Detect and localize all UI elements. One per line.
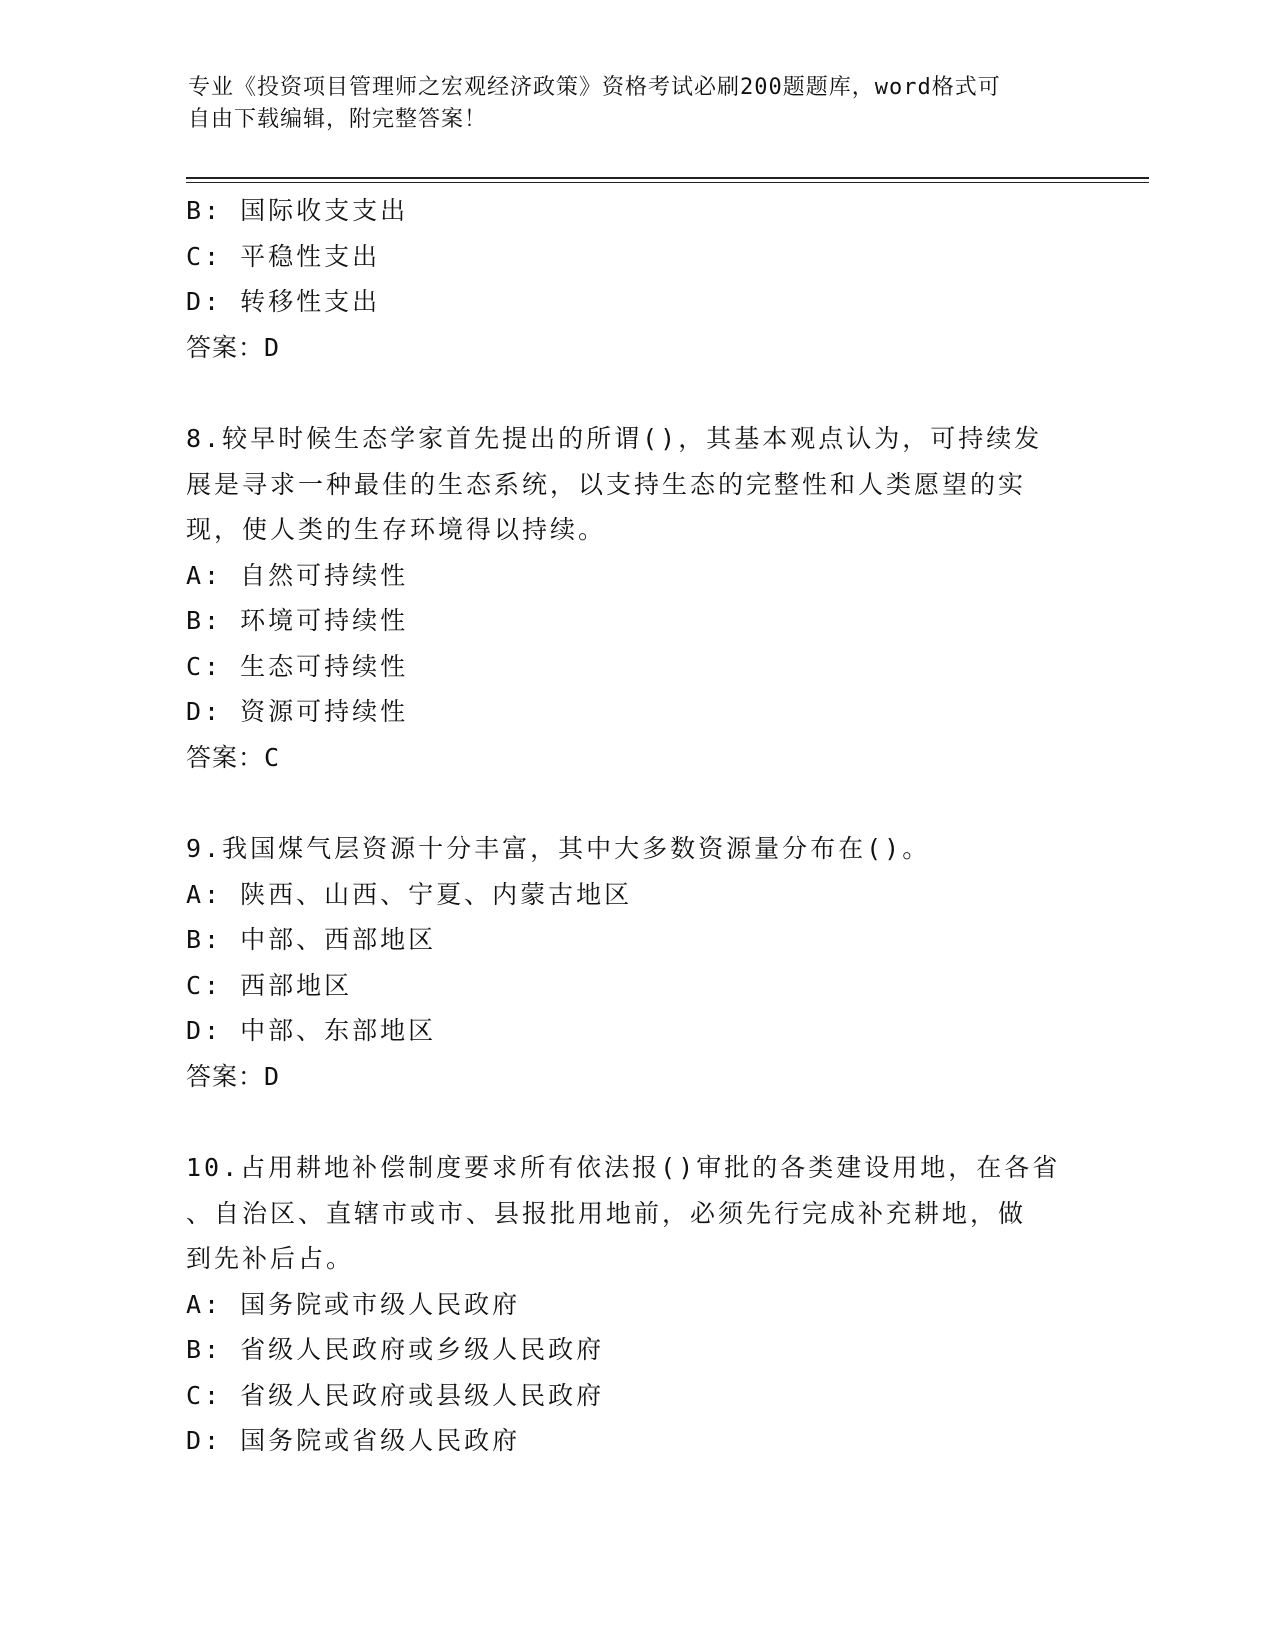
page-header (188, 72, 1068, 136)
header-rule-thin (186, 182, 1149, 183)
answer-value: C (264, 742, 280, 772)
option-a: A: 国务院或市级人民政府 (186, 1289, 521, 1319)
option-d: D: 转移性支出 (186, 287, 381, 316)
option-b: B: 中部、西部地区 (186, 925, 437, 954)
option-d: D: 中部、东部地区 (186, 1016, 437, 1045)
answer-label: 答案： (186, 742, 265, 772)
answer-line (186, 325, 1086, 371)
option-c: C: 生态可持续性 (186, 651, 409, 681)
question-list (186, 188, 1086, 1464)
question-text-line: 展是寻求一种最佳的生态系统，以支持生态的完整性和人类愿望的实 (186, 469, 1027, 499)
option-b: B: 省级人民政府或乡级人民政府 (186, 1335, 605, 1364)
question-text-line: 8.较早时候生态学家首先提出的所谓()，其基本观点认为，可持续发 (186, 424, 1043, 453)
answer-value: D (264, 1061, 280, 1091)
question-text-line: 到先补后占。 (186, 1244, 355, 1273)
header-rule-thick (186, 177, 1149, 179)
question-text-line: 、自治区、直辖市或市、县报批用地前，必须先行完成补充耕地，做 (186, 1198, 1027, 1228)
option-d: D: 国务院或省级人民政府 (186, 1426, 521, 1455)
question-text-line: 9.我国煤气层资源十分丰富，其中大多数资源量分布在()。 (186, 834, 931, 863)
question-9 (186, 826, 1086, 1099)
option-d: D: 资源可持续性 (186, 697, 409, 726)
option-a: A: 自然可持续性 (186, 560, 409, 590)
header-line-2: 自由下载编辑，附完整答案！ (188, 107, 488, 132)
option-b: B: 国际收支支出 (186, 196, 409, 225)
answer-line (186, 735, 1086, 781)
spacer (186, 1099, 1086, 1145)
question-text-line: 10.占用耕地补偿制度要求所有依法报()审批的各类建设用地，在各省 (186, 1153, 1061, 1182)
question-8 (186, 416, 1086, 780)
header-line-1: 专业《投资项目管理师之宏观经济政策》资格考试必刷200题题库，word格式可 (188, 75, 1001, 100)
answer-value: D (264, 332, 280, 362)
question-7 (186, 188, 1086, 370)
question-text-line: 现，使人类的生存环境得以持续。 (186, 515, 607, 544)
answer-label: 答案： (186, 332, 265, 362)
option-a: A: 陕西、山西、宁夏、内蒙古地区 (186, 879, 633, 909)
answer-line (186, 1054, 1086, 1100)
answer-label: 答案： (186, 1061, 265, 1091)
option-b: B: 环境可持续性 (186, 606, 409, 635)
spacer (186, 780, 1086, 826)
option-c: C: 平稳性支出 (186, 241, 381, 271)
question-10 (186, 1145, 1086, 1464)
option-c: C: 省级人民政府或县级人民政府 (186, 1380, 605, 1410)
option-c: C: 西部地区 (186, 970, 353, 1000)
spacer (186, 370, 1086, 416)
